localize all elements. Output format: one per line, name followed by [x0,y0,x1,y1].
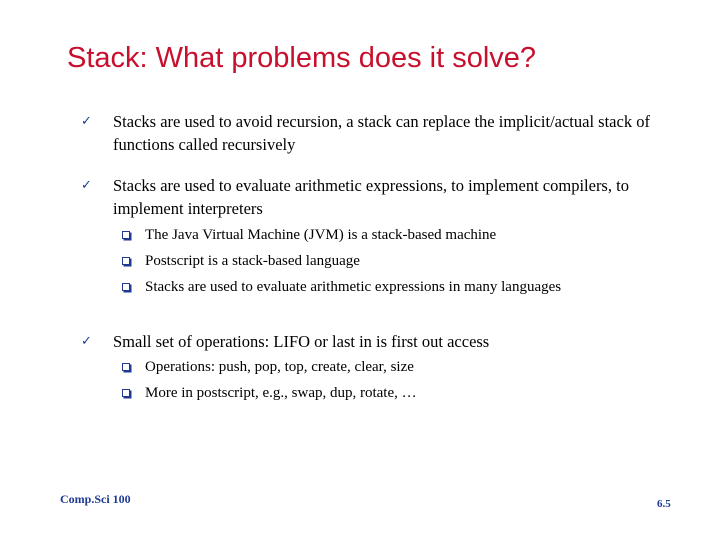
bullet-text: Small set of operations: LIFO or last in is first out access [113,332,490,351]
square-bullet-icon [122,283,130,291]
square-bullet-icon [122,363,130,371]
bullet-item [81,330,693,353]
sub-bullet-item [145,277,705,297]
bullet-text: Stacks are used to avoid recursion, a stack can replace the implicit/actual stack of functions called recursively [113,112,650,154]
sub-bullet-text: Operations: push, pop, top, create, clear, size [145,359,414,375]
bullet-item [81,174,693,220]
square-bullet-icon [122,257,130,265]
sub-bullet-item [145,251,705,271]
slide-title: Stack: What problems does it solve? [67,42,537,74]
sub-bullet-text: Postscript is a stack-based language [145,253,360,269]
sub-bullet-text: More in postscript, e.g., swap, dup, rotate, … [145,385,417,401]
checkmark-bullet-icon: ✓ [81,114,92,129]
bullet-text: Stacks are used to evaluate arithmetic expressions, to implement compilers, to implement interpreters [113,176,629,218]
sub-bullet-item [145,383,705,403]
sub-bullet-item [145,225,705,245]
sub-bullet-item [145,357,705,377]
checkmark-bullet-icon: ✓ [81,334,92,349]
footer-course: Comp.Sci 100 [60,492,131,506]
bullet-item [81,110,693,156]
square-bullet-icon [122,389,130,397]
square-bullet-icon [122,231,130,239]
footer-page-number: 6.5 [657,498,671,510]
sub-bullet-text: The Java Virtual Machine (JVM) is a stack-based machine [145,227,497,243]
checkmark-bullet-icon: ✓ [81,178,92,193]
sub-bullet-text: Stacks are used to evaluate arithmetic expressions in many languages [145,279,562,295]
